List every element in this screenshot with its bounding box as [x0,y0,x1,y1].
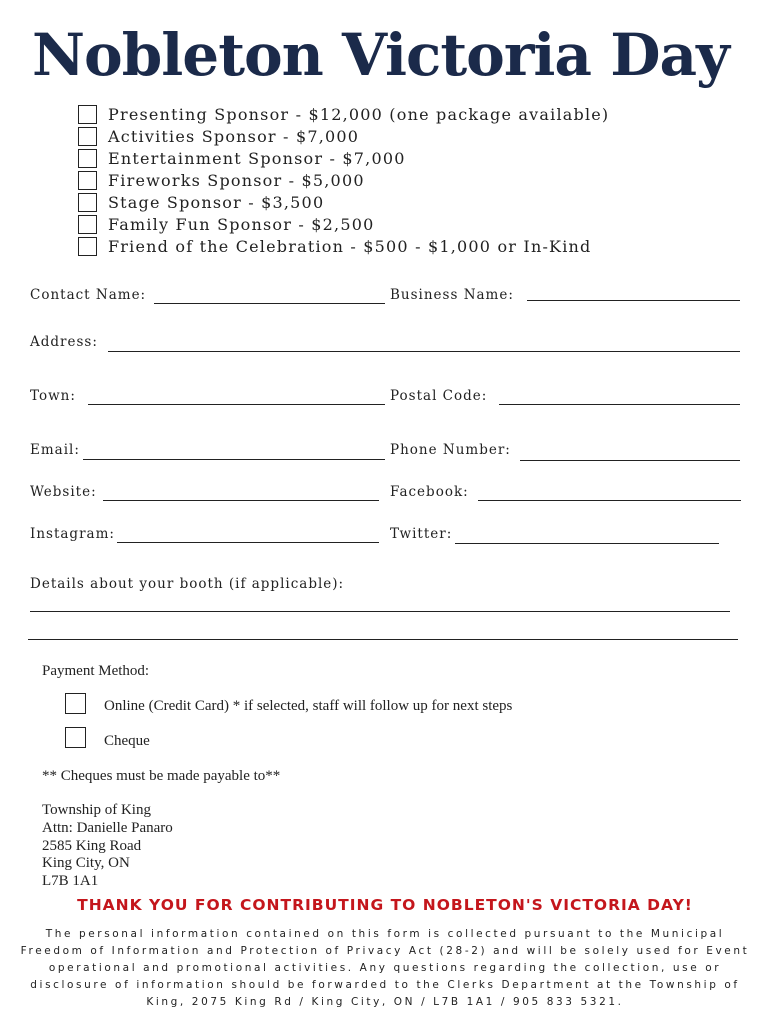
address-field[interactable] [108,351,740,352]
business-name-label: Business Name: [390,287,514,303]
mailing-address-line: King City, ON [42,855,130,871]
postal-code-field[interactable] [499,404,740,405]
payment-cheque-checkbox[interactable] [65,727,86,748]
checkbox[interactable] [78,149,97,168]
sponsor-option-label: Fireworks Sponsor - $5,000 [108,171,365,190]
checkbox[interactable] [78,237,97,256]
twitter-field[interactable] [455,543,719,544]
sponsor-option-label: Friend of the Celebration - $500 - $1,000 or In-Kind [108,237,592,256]
address-label: Address: [30,334,98,350]
mailing-address-line: Township of King [42,802,151,818]
mailing-address-line: Attn: Danielle Panaro [42,820,173,836]
sponsor-option-label: Stage Sponsor - $3,500 [108,193,325,212]
disclaimer-line: The personal information contained on this form is collected pursuant to the Municipal [45,928,725,940]
facebook-field[interactable] [478,500,741,501]
website-field[interactable] [103,500,379,501]
sponsor-option-label: Presenting Sponsor - $12,000 (one package available) [108,105,610,124]
booth-details-line-1[interactable] [30,611,730,612]
cheque-note: ** Cheques must be made payable to** [42,768,281,784]
mailing-address-line: 2585 King Road [42,838,142,854]
postal-code-label: Postal Code: [390,388,488,404]
checkbox[interactable] [78,193,97,212]
email-label: Email: [30,442,80,458]
instagram-field[interactable] [117,542,379,543]
phone-number-field[interactable] [520,460,740,461]
checkbox[interactable] [78,171,97,190]
privacy-disclaimer [20,926,750,1011]
phone-number-label: Phone Number: [390,442,511,458]
sponsor-option-label: Family Fun Sponsor - $2,500 [108,215,375,234]
sponsor-option-label: Entertainment Sponsor - $7,000 [108,149,406,168]
disclaimer-line: Freedom of Information and Protection of Privacy Act (28-2) and will be solely used for Event [20,945,750,957]
thank-you-message: THANK YOU FOR CONTRIBUTING TO NOBLETON'S VICTORIA DAY! [77,896,693,914]
checkbox[interactable] [78,215,97,234]
payment-online-checkbox[interactable] [65,693,86,714]
twitter-label: Twitter: [390,526,453,542]
checkbox[interactable] [78,127,97,146]
website-label: Website: [30,484,97,500]
instagram-label: Instagram: [30,526,115,542]
email-field[interactable] [83,459,385,460]
town-field[interactable] [88,404,385,405]
business-name-field[interactable] [527,300,740,301]
contact-name-field[interactable] [154,303,385,304]
booth-details-line-2[interactable] [28,639,738,640]
checkbox[interactable] [78,105,97,124]
disclaimer-line: King, 2075 King Rd / King City, ON / L7B 1A1 / 905 833 5321. [146,996,624,1008]
sponsor-option-label: Activities Sponsor - $7,000 [108,127,360,146]
payment-cheque-label: Cheque [104,733,150,749]
contact-name-label: Contact Name: [30,287,147,303]
disclaimer-line: disclosure of information should be forwarded to the Clerks Department at the Township of [30,979,740,991]
payment-online-label: Online (Credit Card) * if selected, staff will follow up for next steps [104,698,513,714]
mailing-address-line: L7B 1A1 [42,873,99,889]
payment-method-heading: Payment Method: [42,663,150,679]
booth-details-label: Details about your booth (if applicable): [30,576,345,592]
disclaimer-line: operational and promotional activities. Any questions regarding the collection, use or [48,962,722,974]
town-label: Town: [30,388,76,404]
form-title: Nobleton Victoria Day [32,21,729,89]
facebook-label: Facebook: [390,484,469,500]
